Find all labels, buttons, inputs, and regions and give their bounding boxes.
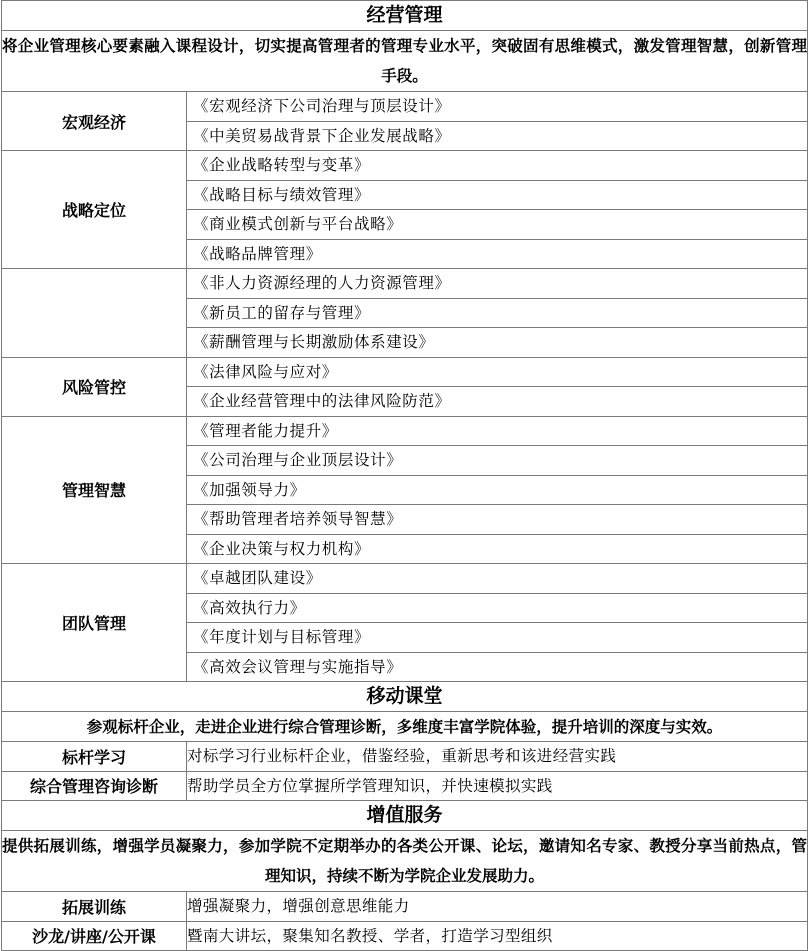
course-item: 《卓越团队建设》 xyxy=(187,564,808,594)
category-strategy: 战略定位 xyxy=(2,151,187,269)
course-item: 《战略目标与绩效管理》 xyxy=(187,180,808,210)
section-description-management: 将企业管理核心要素融入课程设计，切实提高管理者的管理专业水平，突破固有思维模式，激发管理智慧，创新管理手段。 xyxy=(2,31,808,92)
course-item: 《商业模式创新与平台战略》 xyxy=(187,210,808,240)
course-item: 《法律风险与应对》 xyxy=(187,357,808,387)
course-item: 《企业决策与权力机构》 xyxy=(187,534,808,564)
course-item: 《非人力资源经理的人力资源管理》 xyxy=(187,269,808,299)
section-title-management: 经营管理 xyxy=(2,1,808,31)
course-item: 《高效执行力》 xyxy=(187,593,808,623)
course-item: 《加强领导力》 xyxy=(187,475,808,505)
course-item: 《企业战略转型与变革》 xyxy=(187,151,808,181)
course-item: 《宏观经济下公司治理与顶层设计》 xyxy=(187,92,808,122)
program-table xyxy=(1,0,808,951)
category-salon-lecture: 沙龙/讲座/公开课 xyxy=(2,921,187,951)
category-consulting: 综合管理咨询诊断 xyxy=(2,771,187,801)
detail-item: 增强凝聚力，增强创意思维能力 xyxy=(187,892,808,922)
section-description-mobile: 参观标杆企业，走进企业进行综合管理诊断，多维度丰富学院体验，提升培训的深度与实效。 xyxy=(2,712,808,742)
course-item: 《帮助管理者培养领导智慧》 xyxy=(187,505,808,535)
category-benchmark: 标杆学习 xyxy=(2,742,187,772)
section-description-value: 提供拓展训练，增强学员凝聚力，参加学院不定期举办的各类公开课、论坛，邀请知名专家、教授分享当前热点，管理知识，持续不断为学院企业发展助力。 xyxy=(2,831,808,892)
section-title-mobile: 移动课堂 xyxy=(2,682,808,712)
category-macro-economy: 宏观经济 xyxy=(2,92,187,151)
course-item: 《企业经营管理中的法律风险防范》 xyxy=(187,387,808,417)
category-team-management: 团队管理 xyxy=(2,564,187,682)
detail-item: 暨南大讲坛，聚集知名教授、学者，打造学习型组织 xyxy=(187,921,808,951)
detail-item: 对标学习行业标杆企业，借鉴经验，重新思考和该进经营实践 xyxy=(187,742,808,772)
course-item: 《公司治理与企业顶层设计》 xyxy=(187,446,808,476)
category-management-wisdom: 管理智慧 xyxy=(2,416,187,564)
course-item: 《薪酬管理与长期激励体系建设》 xyxy=(187,328,808,358)
course-item: 《管理者能力提升》 xyxy=(187,416,808,446)
section-title-value: 增值服务 xyxy=(2,801,808,831)
course-item: 《高效会议管理与实施指导》 xyxy=(187,652,808,682)
course-item: 《战略品牌管理》 xyxy=(187,239,808,269)
category-hr-empty xyxy=(2,269,187,358)
course-item: 《中美贸易战背景下企业发展战略》 xyxy=(187,121,808,151)
course-item: 《新员工的留存与管理》 xyxy=(187,298,808,328)
category-outward-training: 拓展训练 xyxy=(2,892,187,922)
course-item: 《年度计划与目标管理》 xyxy=(187,623,808,653)
category-risk-control: 风险管控 xyxy=(2,357,187,416)
detail-item: 帮助学员全方位掌握所学管理知识，并快速模拟实践 xyxy=(187,771,808,801)
